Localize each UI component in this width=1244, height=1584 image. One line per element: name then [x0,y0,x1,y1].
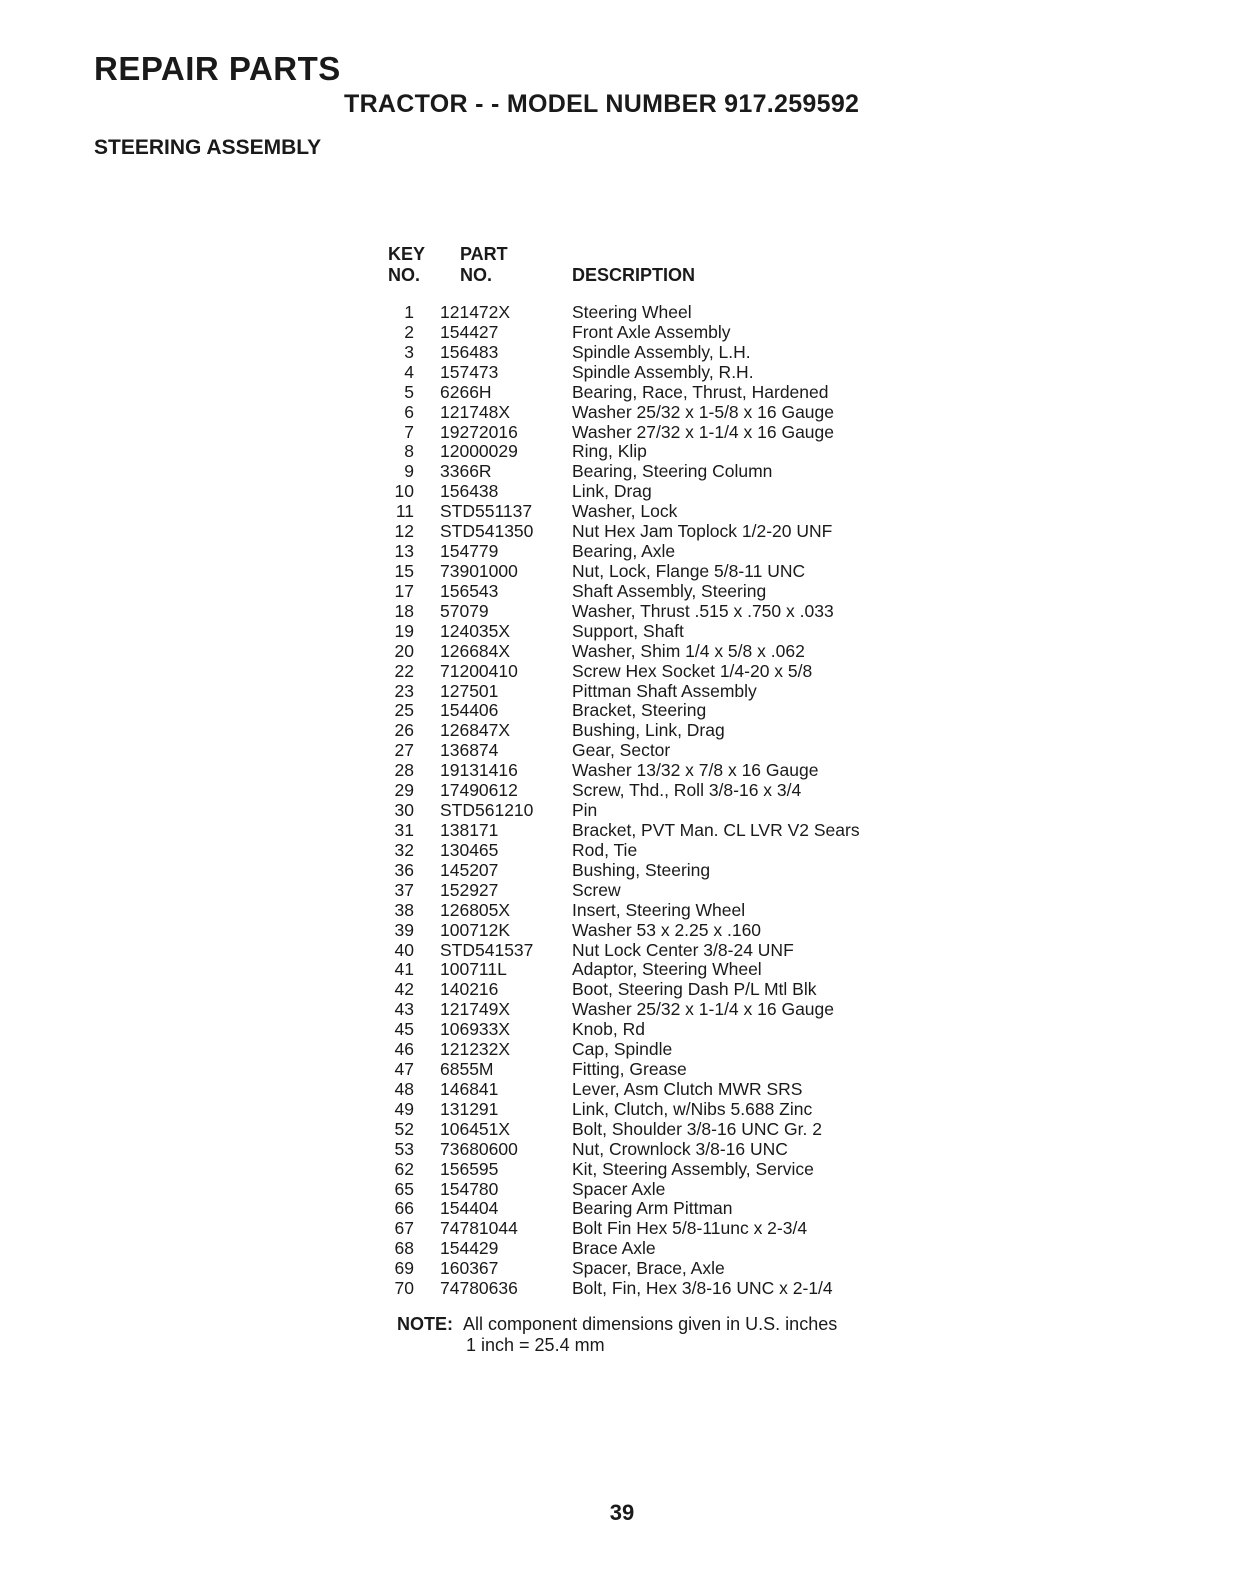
key-no-cell: 62 [394,1158,414,1179]
part-no-cell: 156483 [440,341,499,362]
table-row [386,661,946,681]
key-no-cell: 9 [404,461,414,482]
description-cell: Nut, Crownlock 3/8-16 UNC [572,1138,788,1159]
part-no-cell: 126684X [440,640,511,661]
part-no-cell: STD561210 [440,800,534,821]
table-row [386,999,946,1019]
key-header-line2: NO. [388,265,421,285]
part-no-cell: STD541537 [440,939,534,960]
part-no-cell: 154429 [440,1238,499,1259]
table-row [386,382,946,402]
part-no-cell: 156595 [440,1158,499,1179]
table-row [386,681,946,701]
key-no-cell: 41 [394,959,414,980]
table-row [386,740,946,760]
description-cell: Cap, Spindle [572,1039,673,1060]
description-cell: Bearing, Race, Thrust, Hardened [572,381,829,402]
key-no-cell: 10 [394,481,414,502]
description-cell: Knob, Rd [572,1019,645,1040]
description-cell: Bearing, Axle [572,541,676,562]
key-no-cell: 70 [394,1278,414,1299]
key-no-cell: 4 [404,361,414,382]
description-cell: Bearing, Steering Column [572,461,773,482]
key-no-cell: 2 [404,321,414,342]
table-row [386,1039,946,1059]
description-cell: Washer 53 x 2.25 x .160 [572,919,762,940]
table-row [386,1258,946,1278]
part-no-cell: 100712K [440,919,511,940]
table-row [386,601,946,621]
key-no-cell: 43 [394,999,414,1020]
description-cell: Bolt, Shoulder 3/8-16 UNC Gr. 2 [572,1118,822,1139]
key-no-cell: 31 [394,819,414,840]
table-row [386,1238,946,1258]
table-row [386,342,946,362]
parts-table-body [386,302,946,1298]
description-cell: Screw [572,879,621,900]
part-no-header [460,244,508,286]
part-no-cell: 19272016 [440,421,518,442]
description-cell: Front Axle Assembly [572,321,731,342]
table-row [386,1278,946,1298]
description-cell: Screw Hex Socket 1/4-20 x 5/8 [572,660,813,681]
parts-table-header [386,244,946,294]
key-no-cell: 42 [394,979,414,1000]
description-cell: Screw, Thd., Roll 3/8-16 x 3/4 [572,780,802,801]
description-cell: Brace Axle [572,1238,656,1259]
part-no-cell: 121472X [440,302,511,322]
description-cell: Pittman Shaft Assembly [572,680,757,701]
key-no-cell: 27 [394,740,414,761]
part-no-cell: 126805X [440,899,511,920]
key-no-cell: 13 [394,541,414,562]
part-no-cell: 74780636 [440,1278,518,1299]
key-no-cell: 18 [394,600,414,621]
key-no-cell: 7 [404,421,414,442]
description-cell: Washer, Shim 1/4 x 5/8 x .062 [572,640,805,661]
key-no-cell: 37 [394,879,414,900]
part-no-cell: 100711L [440,959,507,980]
description-cell: Spindle Assembly, L.H. [572,341,751,362]
table-row [386,920,946,940]
description-cell: Bearing Arm Pittman [572,1198,733,1219]
key-no-cell: 1 [404,302,414,322]
part-header-line2: NO. [460,265,493,285]
key-no-cell: 15 [394,560,414,581]
part-no-cell: 127501 [440,680,499,701]
key-no-cell: 20 [394,640,414,661]
key-no-cell: 8 [404,441,414,462]
part-no-cell: 146841 [440,1078,499,1099]
description-cell: Washer 25/32 x 1-1/4 x 16 Gauge [572,999,835,1020]
description-cell: Spacer Axle [572,1178,666,1199]
part-no-cell: 71200410 [440,660,518,681]
table-row [386,441,946,461]
description-cell: Washer 25/32 x 1-5/8 x 16 Gauge [572,401,835,422]
table-row [386,481,946,501]
key-no-cell: 29 [394,780,414,801]
description-header: DESCRIPTION [572,265,696,285]
description-cell: Bracket, PVT Man. CL LVR V2 Sears [572,819,860,840]
table-row [386,840,946,860]
key-no-cell: 32 [394,839,414,860]
table-row [386,541,946,561]
description-cell: Bushing, Steering [572,859,711,880]
table-row [386,1019,946,1039]
key-no-cell: 36 [394,859,414,880]
table-row [386,860,946,880]
parts-table [386,244,946,1298]
table-row [386,1079,946,1099]
description-cell: Washer, Lock [572,501,678,522]
part-no-cell: 138171 [440,819,499,840]
description-cell: Gear, Sector [572,740,671,761]
description-cell: Bracket, Steering [572,700,707,721]
description-cell: Ring, Klip [572,441,647,462]
table-row [386,979,946,999]
table-row [386,880,946,900]
description-cell: Support, Shaft [572,620,684,641]
part-no-cell: 154779 [440,541,499,562]
part-no-cell: 160367 [440,1258,499,1279]
part-no-cell: 156543 [440,580,499,601]
table-row [386,820,946,840]
part-no-cell: 121748X [440,401,511,422]
table-row [386,959,946,979]
table-row [386,1159,946,1179]
description-cell: Nut Hex Jam Toplock 1/2-20 UNF [572,521,833,542]
key-no-cell: 22 [394,660,414,681]
table-row [386,461,946,481]
description-cell: Steering Wheel [572,302,692,322]
key-no-cell: 3 [404,341,414,362]
key-no-cell: 40 [394,939,414,960]
table-row [386,1218,946,1238]
key-no-cell: 19 [394,620,414,641]
part-no-cell: 12000029 [440,441,518,462]
description-cell: Bolt, Fin, Hex 3/8-16 UNC x 2-1/4 [572,1278,833,1299]
part-no-cell: 156438 [440,481,499,502]
table-row [386,800,946,820]
table-row [386,322,946,342]
table-row [386,1059,946,1079]
key-no-cell: 49 [394,1098,414,1119]
table-row [386,1139,946,1159]
part-no-cell: 131291 [440,1098,499,1119]
part-no-cell: 3366R [440,461,492,482]
part-no-cell: 57079 [440,600,489,621]
key-no-cell: 26 [394,720,414,741]
part-no-cell: 126847X [440,720,511,741]
description-cell: Fitting, Grease [572,1059,687,1080]
description-cell: Lever, Asm Clutch MWR SRS [572,1078,803,1099]
part-no-cell: 19131416 [440,760,518,781]
key-no-cell: 17 [394,580,414,601]
key-no-cell: 39 [394,919,414,940]
key-no-cell: 66 [394,1198,414,1219]
part-no-cell: 121749X [440,999,511,1020]
note [397,1314,837,1356]
part-no-cell: 154780 [440,1178,499,1199]
model-subtitle: TRACTOR - - MODEL NUMBER 917.259592 [344,90,860,118]
table-row [386,1099,946,1119]
table-row [386,501,946,521]
part-no-cell: 154406 [440,700,499,721]
part-no-cell: 121232X [440,1039,511,1060]
part-no-cell: 140216 [440,979,499,1000]
part-no-cell: 145207 [440,859,499,880]
key-no-cell: 47 [394,1059,414,1080]
key-header-line1: KEY [388,244,426,264]
part-no-cell: 106451X [440,1118,511,1139]
table-row [386,362,946,382]
part-no-cell: 157473 [440,361,499,382]
description-cell: Washer 27/32 x 1-1/4 x 16 Gauge [572,421,835,442]
part-no-cell: 17490612 [440,780,518,801]
table-row [386,1119,946,1139]
description-cell: Insert, Steering Wheel [572,899,746,920]
part-no-cell: 73680600 [440,1138,518,1159]
note-line1: All component dimensions given in U.S. inches [463,1314,838,1334]
description-cell: Nut Lock Center 3/8-24 UNF [572,939,794,960]
key-no-cell: 25 [394,700,414,721]
description-cell: Shaft Assembly, Steering [572,580,767,601]
key-no-cell: 6 [404,401,414,422]
description-cell: Pin [572,800,598,821]
note-line2: 1 inch = 25.4 mm [466,1335,605,1355]
key-no-cell: 65 [394,1178,414,1199]
description-cell: Nut, Lock, Flange 5/8-11 UNC [572,560,806,581]
table-row [386,700,946,720]
part-no-cell: 136874 [440,740,499,761]
key-no-cell: 5 [404,381,414,402]
key-no-cell: 67 [394,1218,414,1239]
key-no-cell: 28 [394,760,414,781]
part-header-line1: PART [460,244,508,264]
table-row [386,641,946,661]
key-no-cell: 52 [394,1118,414,1139]
note-label: NOTE: [397,1314,453,1334]
table-row [386,940,946,960]
table-row [386,402,946,422]
key-no-cell: 30 [394,800,414,821]
table-row [386,760,946,780]
table-row [386,621,946,641]
part-no-cell: 74781044 [440,1218,518,1239]
part-no-cell: 106933X [440,1019,511,1040]
description-cell: Bushing, Link, Drag [572,720,725,741]
page-number: 39 [609,1500,635,1525]
key-no-cell: 48 [394,1078,414,1099]
description-cell: Bolt Fin Hex 5/8-11unc x 2-3/4 [572,1218,808,1239]
key-no-cell: 69 [394,1258,414,1279]
part-no-cell: 73901000 [440,560,518,581]
part-no-cell: 154404 [440,1198,499,1219]
key-no-cell: 53 [394,1138,414,1159]
description-cell: Washer 13/32 x 7/8 x 16 Gauge [572,760,819,781]
key-no-cell: 23 [394,680,414,701]
table-row [386,780,946,800]
key-no-cell: 38 [394,899,414,920]
description-cell: Washer, Thrust .515 x .750 x .033 [572,600,834,621]
table-row [386,720,946,740]
table-row [386,561,946,581]
description-cell: Kit, Steering Assembly, Service [572,1158,814,1179]
description-cell: Adaptor, Steering Wheel [572,959,762,980]
key-no-cell: 45 [394,1019,414,1040]
table-row [386,422,946,442]
table-row [386,1198,946,1218]
table-row [386,581,946,601]
part-no-cell: 6855M [440,1059,494,1080]
description-cell: Boot, Steering Dash P/L Mtl Blk [572,979,817,1000]
key-no-cell: 11 [395,501,414,522]
part-no-cell: 152927 [440,879,499,900]
part-no-cell: 154427 [440,321,499,342]
description-cell: Rod, Tie [572,839,638,860]
table-row [386,900,946,920]
section-heading: STEERING ASSEMBLY [94,136,322,159]
description-cell: Link, Clutch, w/Nibs 5.688 Zinc [572,1098,813,1119]
page-title: REPAIR PARTS [94,50,341,87]
key-no-cell: 46 [394,1039,414,1060]
part-no-cell: 124035X [440,620,511,641]
description-cell: Spacer, Brace, Axle [572,1258,725,1279]
key-no-header [388,244,425,286]
description-cell: Spindle Assembly, R.H. [572,361,754,382]
part-no-cell: STD551137 [440,501,533,522]
table-row [386,521,946,541]
part-no-cell: 6266H [440,381,492,402]
table-row [386,1179,946,1199]
part-no-cell: 130465 [440,839,499,860]
key-no-cell: 68 [394,1238,414,1259]
table-row [386,302,946,322]
description-cell: Link, Drag [572,481,652,502]
key-no-cell: 12 [394,521,414,542]
part-no-cell: STD541350 [440,521,534,542]
